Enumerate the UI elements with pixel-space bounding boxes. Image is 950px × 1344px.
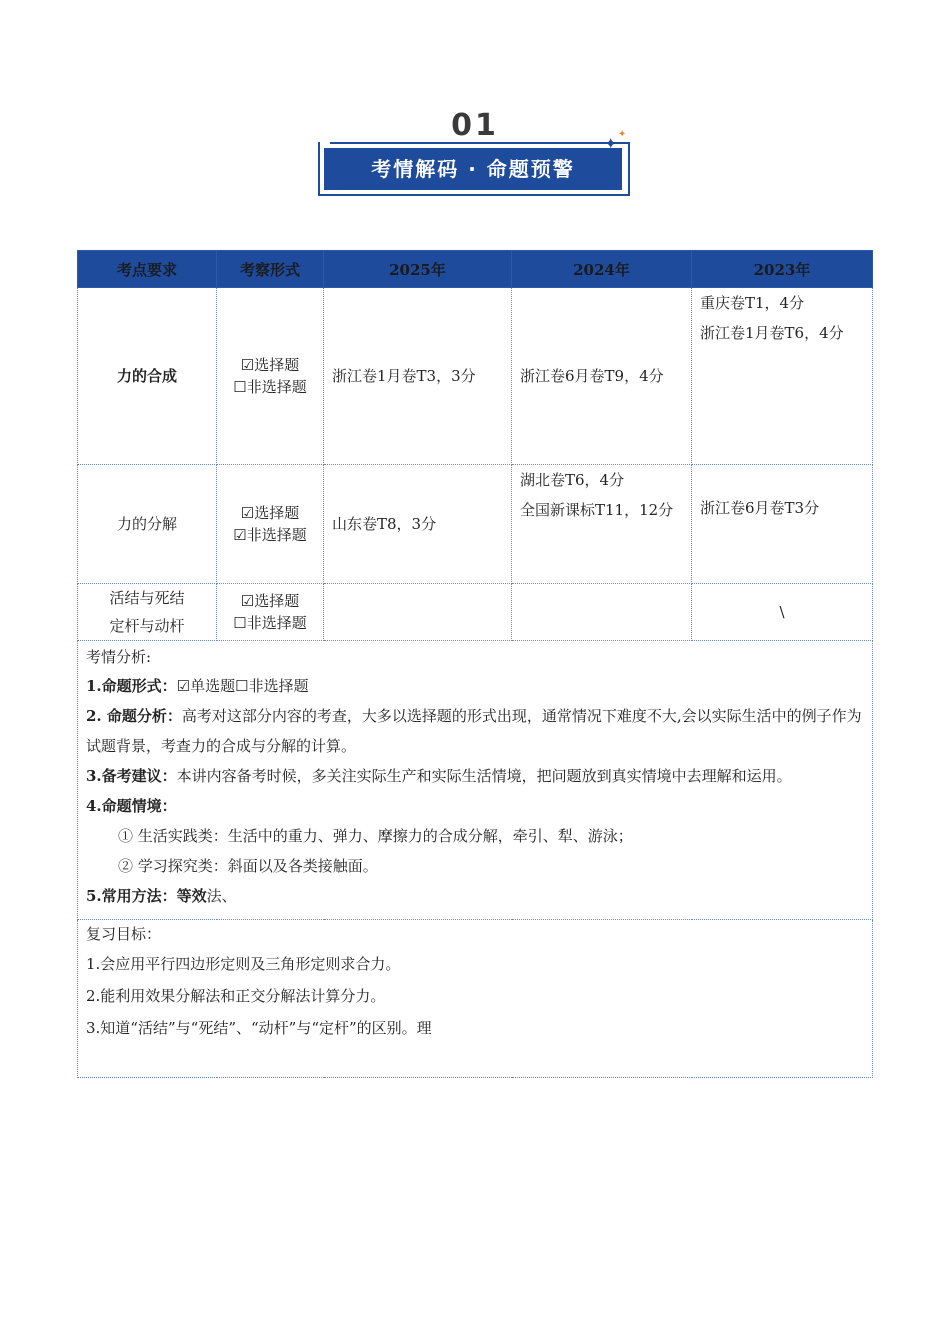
cell-2023-line: 重庆卷T1，4分 — [700, 294, 805, 312]
cell-2025 — [324, 584, 512, 641]
analysis-item — [86, 791, 864, 821]
goal-item: 2.能利用效果分解法和正交分解法计算分力。 — [86, 987, 386, 1005]
topic-cell — [78, 584, 217, 641]
goal-item: 3.知道“活结”与“死结”、“动杆”与“定杆”的区别。理 — [86, 1019, 432, 1037]
goals-heading: 复习目标： — [86, 925, 162, 943]
analysis-text: 法、 — [206, 887, 237, 905]
table-row — [78, 465, 873, 584]
goal-item: 1.会应用平行四边形定则及三角形定则求合力。 — [86, 955, 401, 973]
analysis-label: 3.备考建议： — [86, 767, 177, 785]
form-cell — [217, 288, 324, 465]
cell-2023 — [692, 465, 873, 584]
analysis-cell — [78, 641, 873, 920]
analysis-heading: 考情分析: — [86, 648, 152, 666]
form-cell — [217, 584, 324, 641]
analysis-row — [78, 641, 873, 920]
cell-2023 — [692, 288, 873, 465]
sparkle-small-icon: ✦ — [618, 129, 627, 140]
cell-2024 — [512, 584, 692, 641]
analysis-item — [86, 881, 864, 911]
nonchoice-option: ☐非选择题 — [233, 614, 307, 632]
goals-row — [78, 920, 873, 1078]
topic-line: 活结与死结 — [109, 589, 185, 607]
form-cell — [217, 465, 324, 584]
analysis-text: 高考对这部分内容的考查，大多以选择题的形式出现，通常情况下难度不大,会以实际生活中的例子作为试题背景，考查力的合成与分解的计算。 — [86, 707, 862, 755]
topic-cell: 力的分解 — [78, 465, 217, 584]
choice-option: ☑选择题 — [240, 504, 300, 522]
analysis-subitem: ① 生活实践类：生活中的重力、弹力、摩擦力的合成分解，牵引、犁、游泳； — [118, 827, 633, 845]
table-row — [78, 584, 873, 641]
cell-2025: 浙江卷1月卷T3，3分 — [324, 288, 512, 465]
analysis-item — [86, 671, 864, 701]
nonchoice-option: ☑非选择题 — [233, 526, 307, 544]
analysis-label: 2. 命题分析： — [86, 707, 182, 725]
cell-2024: 浙江卷6月卷T9，4分 — [512, 288, 692, 465]
choice-option: ☑选择题 — [240, 592, 300, 610]
cell-2024-line: 湖北卷T6，4分 — [520, 471, 625, 489]
sparkle-icon: ✦ — [604, 134, 618, 153]
section-number: 01 — [451, 108, 499, 143]
cell-2023-line: 浙江卷6月卷T3分 — [700, 499, 820, 517]
cell-2023-line: 浙江卷1月卷T6，4分 — [700, 324, 844, 342]
col-header-2024: 2024年 — [512, 251, 692, 288]
cell-2023: \ — [692, 584, 873, 641]
col-header-2023: 2023年 — [692, 251, 873, 288]
cell-2025: 山东卷T8，3分 — [324, 465, 512, 584]
analysis-item — [86, 761, 864, 791]
goals-cell — [78, 920, 873, 1078]
cell-2024 — [512, 465, 692, 584]
analysis-label: 5.常用方法：等效 — [86, 887, 207, 905]
table-header-row — [78, 251, 873, 288]
exam-analysis-table — [77, 250, 873, 1078]
nonchoice-option: ☐非选择题 — [233, 378, 307, 396]
analysis-label: 4.命题情境： — [86, 797, 177, 815]
analysis-item — [86, 701, 864, 761]
analysis-text: 本讲内容备考时候，多关注实际生产和实际生活情境，把问题放到真实情境中去理解和运用。 — [176, 767, 792, 785]
col-header-topic: 考点要求 — [78, 251, 217, 288]
table-row — [78, 288, 873, 465]
cell-2024-line: 全国新课标T11，12分 — [520, 501, 674, 519]
col-header-form: 考察形式 — [217, 251, 324, 288]
analysis-label: 1.命题形式： — [86, 677, 177, 695]
analysis-text: ☑单选题☐非选择题 — [176, 677, 309, 695]
topic-cell: 力的合成 — [78, 288, 217, 465]
topic-line: 定杆与动杆 — [109, 617, 185, 635]
section-title: 考情解码 · 命题预警 — [324, 148, 622, 190]
col-header-2025: 2025年 — [324, 251, 512, 288]
analysis-subitem: ② 学习探究类：斜面以及各类接触面。 — [118, 857, 378, 875]
choice-option: ☑选择题 — [240, 356, 300, 374]
